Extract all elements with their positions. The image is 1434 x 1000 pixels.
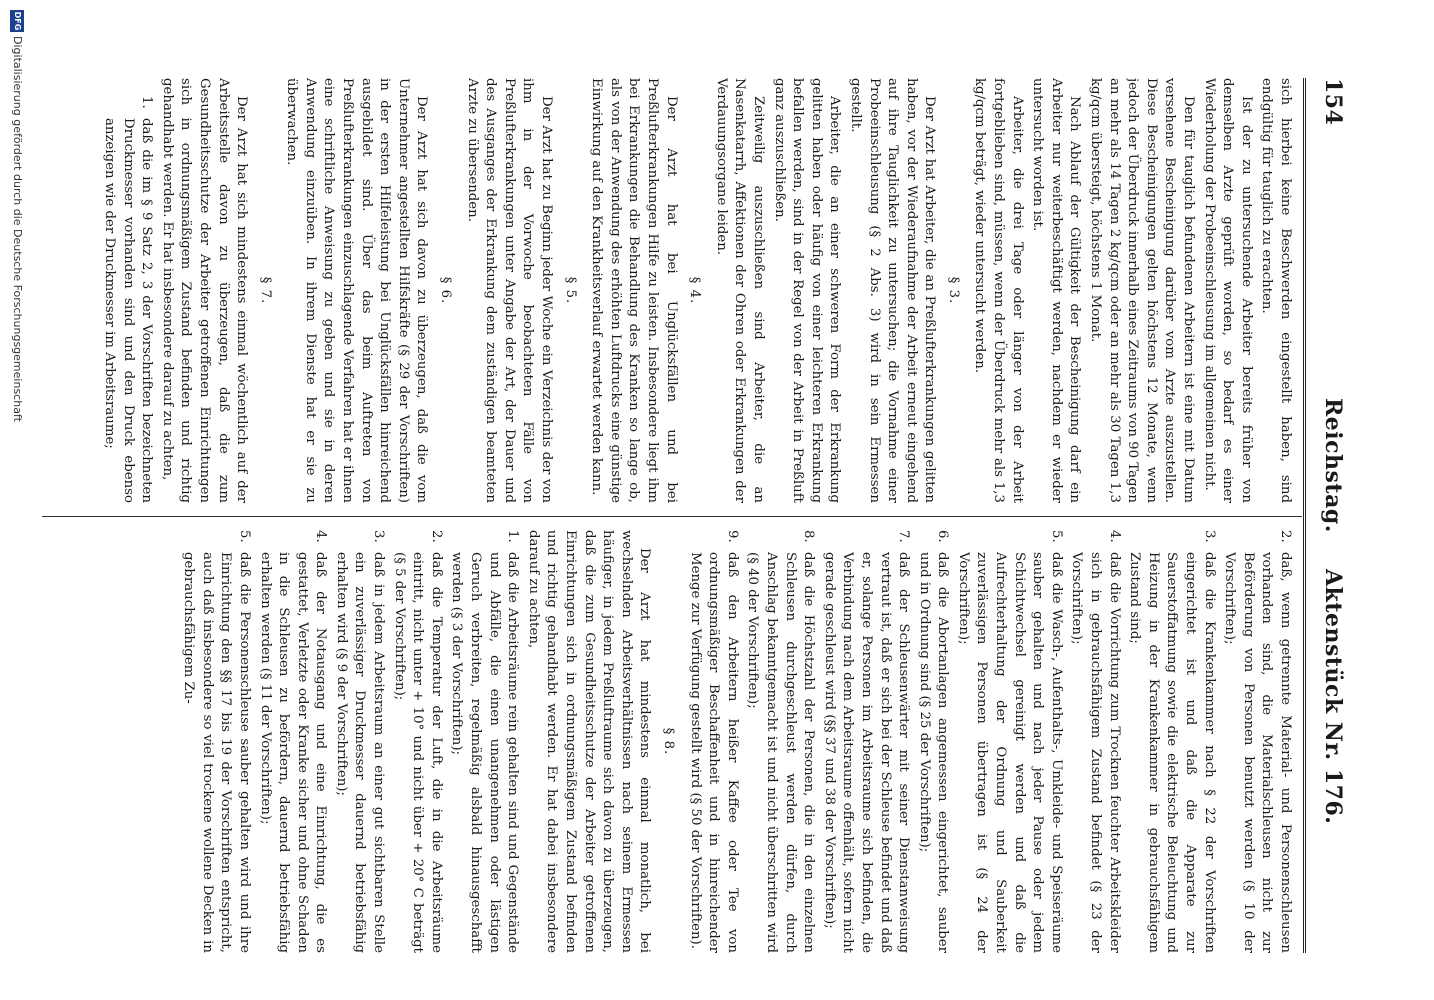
list-text: daß die Arbeitsräume rein gehalten sind und Gegenstände und Abfälle, die einen unangenehmen oder lästigen Geruch verbreiten, regelmäßig alsbald hinausgeschafft werden (§ 3 der Vorschriften); [449, 552, 521, 953]
list-item [1220, 530, 1294, 953]
paragraph: Der Arzt hat sich davon zu überzeugen, daß die vom Unternehmer angestellten Hilfskräfte (§ 29 der Vorschriften) in der ersten Hilfeleistung bei Unglücksfällen hinreichend ausgebildet sind. Über das beim Auftreten von Preßlufterkrankungen einzuschlagende Verfahren hat er ihnen eine schriftliche Anweisung zu geben und sie in deren Anwendung einzuüben. In ihrem Dienste hat er sie zu überwachen. [284, 78, 430, 503]
paragraph: Den für tauglich befundenen Arbeitern ist eine mit Datum versehene Bescheinigung darüber vom Arzte auszustellen. Diese Bescheinigungen gelten höchstens 12 Monate, wenn jedoch der Überdruck innerhalb eines Zeitraums von 90 Tagen an mehr als 14 Tagen 2 kg/qcm oder an mehr als 30 Tagen 1,3 kg/qcm übersteigt, höchstens 1 Monat. [1088, 78, 1197, 503]
list-item [1067, 530, 1123, 953]
column-divider [42, 516, 1302, 517]
list-text: daß in jedem Arbeitsraum an einer gut sichtbaren Stelle ein zuverlässiger Druckmesser dauernd betriebsfähig erhalten wird (§ 9 der Vorschriften); [333, 552, 387, 953]
list-text: daß den Arbeitern heißer Kaffee oder Tee von ordnungsmäßiger Beschaffenheit und in hinreichender Menge zur Verfügung gestellt wird (§ 50 der Vorschriften). [687, 552, 740, 953]
list-number: 3. [1201, 530, 1217, 543]
section-heading: § 6. [438, 276, 454, 305]
paragraph: Der Arzt hat zu Beginn jeder Woche ein Verzeichnis der von ihm in der Vorwoche beobachteten Fälle von Preßlufterkrankungen unter Angabe der Art, der Dauer und des Ausganges der Erkrankung dem zuständigen beamteten Arzte zu übersenden. [464, 78, 555, 503]
list-text: daß der Schleusenwärter mit seiner Dienstanweisung vertraut ist, daß er sich bei der Schleuse befindet und daß er, solange Personen im Arbeitsraume sich befinden, die Verbindung nach dem Arbeitsraume offenhält, sofern nicht gerade geschleust wird (§§ 37 und 38 der Vorschriften); [821, 552, 912, 953]
list-number: 5. [1048, 530, 1064, 543]
title-aktenstueck: Aktenstück Nr. 176. [1320, 569, 1346, 825]
list-item [743, 530, 817, 953]
title-reichstag: Reichstag. [1320, 398, 1346, 533]
list-text: daß die Krankenkammer nach § 22 der Vorschriften eingerichtet ist und daß die Apparate zur Sauerstoffatmung sowie die elektrische Beleuchtung und Heizung in der Krankenkammer in gebrauchsfähigem Zustand sind; [1127, 552, 1217, 953]
list-item [819, 530, 912, 953]
page-number: 154 [1320, 78, 1346, 126]
digitization-footer [6, 0, 26, 1000]
paragraph: Arbeiter, die drei Tage oder länger von der Arbeit fortgeblieben sind, müssen, wenn der Überdruck mehr als 1,3 kg/qcm beträgt, wieder untersucht werden. [972, 78, 1025, 503]
section-heading: § 4. [687, 276, 703, 305]
list-number: 6. [935, 530, 951, 543]
list-number: 4. [1106, 530, 1122, 543]
list-text: daß die Vorrichtung zum Trocknen feuchter Arbeitskleider sich in gebrauchsfähigem Zustand befindet (§ 23 der Vorschriften); [1069, 552, 1122, 953]
list-text: daß der Notausgang und eine Einrichtung, die es gestattet, Verletzte oder Kranke sicher und ohne Schaden in die Schleusen zu befördern, dauernd betriebsfähig erhalten werden (§ 11 der Vorschriften); [257, 552, 329, 953]
list-text: daß die Wasch-, Aufenthalts-, Umkleide- und Speiseräume sauber gehalten und nach jeder Pause oder jedem Schichtwechsel gereinigt werden und daß die Aufrechterhaltung der Ordnung und Sauberkeit zuverlässigen Personen übertragen ist (§ 24 der Vorschriften); [955, 552, 1064, 953]
page-header [1310, 78, 1346, 948]
dfg-logo: DFG [10, 10, 24, 32]
section-heading: § 5. [562, 276, 578, 305]
list-item [389, 530, 445, 953]
right-column [64, 530, 1294, 953]
list-number: 3. [371, 530, 387, 543]
paragraph: Nach Ablauf der Gültigkeit der Bescheinigung darf ein Arbeiter nur weiterbeschäftigt werden, nachdem er wieder untersucht worden ist. [1030, 78, 1083, 503]
list-text: daß, wenn getrennte Material- und Personenschleusen vorhanden sind, die Materialschleusen nicht zur Beförderung von Personen benutzt werden (§ 10 der Vorschriften); [1222, 552, 1293, 953]
list-item [99, 78, 155, 503]
section-heading: § 8. [661, 727, 676, 756]
list-item [685, 530, 741, 953]
list-item [179, 530, 253, 953]
list-item [331, 530, 387, 953]
footer-text: Digitalisierung gefördert durch die Deutsche Forschungsgemeinschaft [11, 36, 24, 422]
list-item [1125, 530, 1218, 953]
paragraph: Ist der zu untersuchende Arbeiter bereits früher von demselben Arzte geprüft worden, so bedarf es einer Wiederholung der Probeeinschleusung im allgemeinen nicht. [1201, 78, 1254, 503]
paragraph: Der Arzt hat mindestens einmal monatlich, bei wechselnden Arbeitsverhältnissen nach seinem Ermessen häufiger, in jedem Preßluftraume sich davon zu überzeugen, daß die zum Gesundheitsschutze der Arbeiter getroffenen Einrichtungen sich in ordnungsmäßigem Zustand befinden und richtig gehandhabt werden. Er hat dabei insbesondere darauf zu achten, [525, 530, 653, 953]
list-text: daß die im § 9 Satz 2, 3 der Vorschriften bezeichneten Druckmesser vorhanden sind und den Druck ebenso anzeigen wie der Druckmesser im Arbeitsraume; [101, 118, 155, 503]
list-text: daß die Abortanlagen angemessen eingerichtet, sauber und in Ordnung sind (§ 25 der Vorschriften); [916, 552, 951, 953]
header-rule [1303, 78, 1306, 953]
list-number: 7. [896, 530, 912, 543]
list-number: 9. [724, 530, 740, 543]
list-item [953, 530, 1065, 953]
list-number: 8. [801, 530, 817, 543]
section-heading: § 3. [945, 276, 961, 305]
list-text: daß die Temperatur der Luft, die in die Arbeitsräume eintritt, nicht unter + 10° und nicht über + 20° C beträgt (§ 5 der Vorschriften); [391, 552, 444, 953]
list-number: 1. [505, 530, 521, 543]
paragraph: Zeitweilig auszuschließen sind Arbeiter, die an Nasenkatarrh, Affektionen der Ohren oder Erkrankungen der Verdauungsorgane leiden. [713, 78, 766, 503]
list-number: 4. [313, 530, 329, 543]
running-title [1320, 398, 1346, 824]
list-text: daß die Höchstzahl der Personen, die in den einzelnen Schleusen durchgeschleust werden dürfen, durch Anschlag bekanntgemacht ist und nicht überschritten wird (§ 40 der Vorschriften); [745, 552, 817, 953]
paragraph: sich hierbei keine Beschwerden eingestellt haben, sind endgültig für tauglich zu erachten. [1259, 78, 1293, 503]
list-number: 2. [1278, 530, 1293, 543]
left-column [64, 78, 1294, 503]
list-text: daß die Personenschleuse sauber gehalten wird und ihre Einrichtung den §§ 17 bis 19 der Vorschriften entspricht, auch daß insbesondere so viel trockene wollene Decken in gebrauchsfähigem Zu- [181, 552, 252, 953]
list-item [914, 530, 951, 953]
paragraph: Arbeiter, die an einer schweren Form der Erkrankung gelitten haben oder häufig von einer leichteren Erkrankung befallen werden, sind in der Regel von der Arbeit in Preßluft ganz auszuschließen. [771, 78, 843, 503]
paragraph: Der Arzt hat Arbeiter, die an Preßlufterkrankungen gelitten haben, vor der Wiederaufnahme der Arbeit erneut eingehend auf ihre Tauglichkeit zu untersuchen; die Vornahme einer Probeeinschleusung (§ 2 Abs. 3) wird in sein Ermessen gestellt. [847, 78, 938, 503]
paragraph: Der Arzt hat bei Unglücksfällen und bei Preßlufterkrankungen Hilfe zu leisten. Insbesondere liegt ihm bei Erkrankungen die Behandlung des Kranken so lange ob, als von der Anwendung des erhöhten Luftdrucks eine günstige Einwirkung auf den Krankheitsverlauf erwartet werden kann. [589, 78, 679, 503]
list-item [447, 530, 521, 953]
list-item [255, 530, 329, 953]
list-number: 1. [139, 96, 155, 109]
section-heading: § 7. [257, 276, 273, 305]
list-number: 5. [236, 530, 252, 543]
paragraph: Der Arzt hat sich mindestens einmal wöchentlich auf der Arbeitsstelle davon zu überzeugen, daß die zum Gesundheitsschutze der Arbeiter getroffenen Einrichtungen sich in ordnungsmäßigem Zustand befinden und richtig gehandhabt werden. Er hat insbesondere darauf zu achten, [159, 78, 250, 503]
list-number: 2. [428, 530, 444, 543]
